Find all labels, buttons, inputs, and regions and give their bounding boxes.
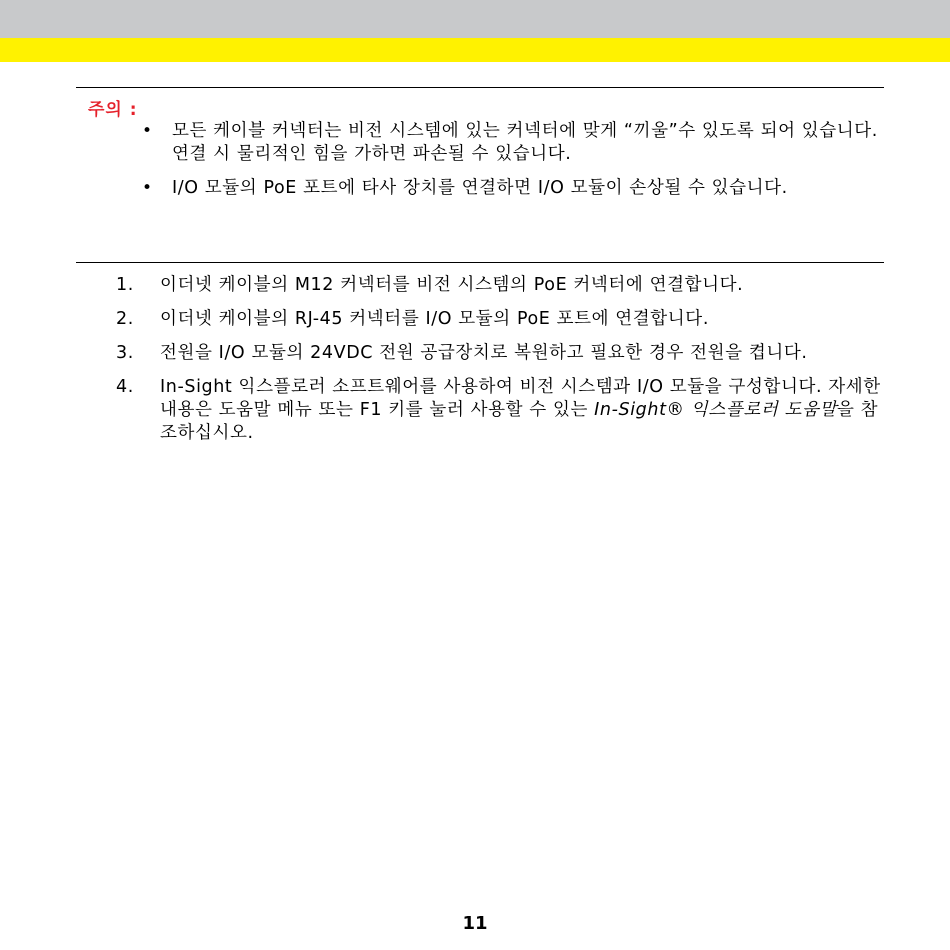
- step-text-tail: 을 참조하십시오.: [160, 400, 879, 443]
- step-number: 3.: [116, 343, 134, 363]
- step-item: [116, 308, 882, 331]
- caution-list: [142, 120, 882, 211]
- header-gray-band: [0, 0, 950, 38]
- step-number: 4.: [116, 377, 134, 397]
- bullet-icon: •: [142, 121, 153, 141]
- step-text: In-Sight 익스플로러 소프트웨어를 사용하여 비전 시스템과 I/O 모듈을 구성합니다. 자세한 내용은 도움말 메뉴 또는 F1 키를 눌러 사용할 수 있는: [160, 377, 881, 420]
- caution-item: [142, 177, 882, 200]
- caution-label: 주의 :: [88, 100, 138, 120]
- step-text: 전원을 I/O 모듈의 24VDC 전원 공급장치로 복원하고 필요한 경우 전원을 켭니다.: [160, 343, 808, 363]
- step-text: 이더넷 케이블의 RJ-45 커넥터를 I/O 모듈의 PoE 포트에 연결합니다.: [160, 309, 709, 329]
- step-item: [116, 274, 882, 297]
- caution-item-text: 모든 케이블 커넥터는 비전 시스템에 있는 커넥터에 맞게 “끼울”수 있도록 되어 있습니다. 연결 시 물리적인 힘을 가하면 파손될 수 있습니다.: [172, 121, 878, 164]
- steps-list: [116, 274, 882, 456]
- caution-bottom-rule: [76, 262, 884, 263]
- caution-top-rule: [76, 87, 884, 88]
- page-number: 11: [462, 913, 488, 934]
- step-number: 2.: [116, 309, 134, 329]
- step-number: 1.: [116, 275, 134, 295]
- caution-item-text: I/O 모듈의 PoE 포트에 타사 장치를 연결하면 I/O 모듈이 손상될 수 있습니다.: [172, 178, 788, 198]
- step-item: [116, 342, 882, 365]
- bullet-icon: •: [142, 178, 153, 198]
- step-text: 이더넷 케이블의 M12 커넥터를 비전 시스템의 PoE 커넥터에 연결합니다.: [160, 275, 744, 295]
- header-yellow-band: [0, 38, 950, 62]
- help-reference: In-Sight® 익스플로러 도움말: [594, 400, 838, 420]
- caution-item: [142, 120, 882, 166]
- step-item: [116, 376, 882, 445]
